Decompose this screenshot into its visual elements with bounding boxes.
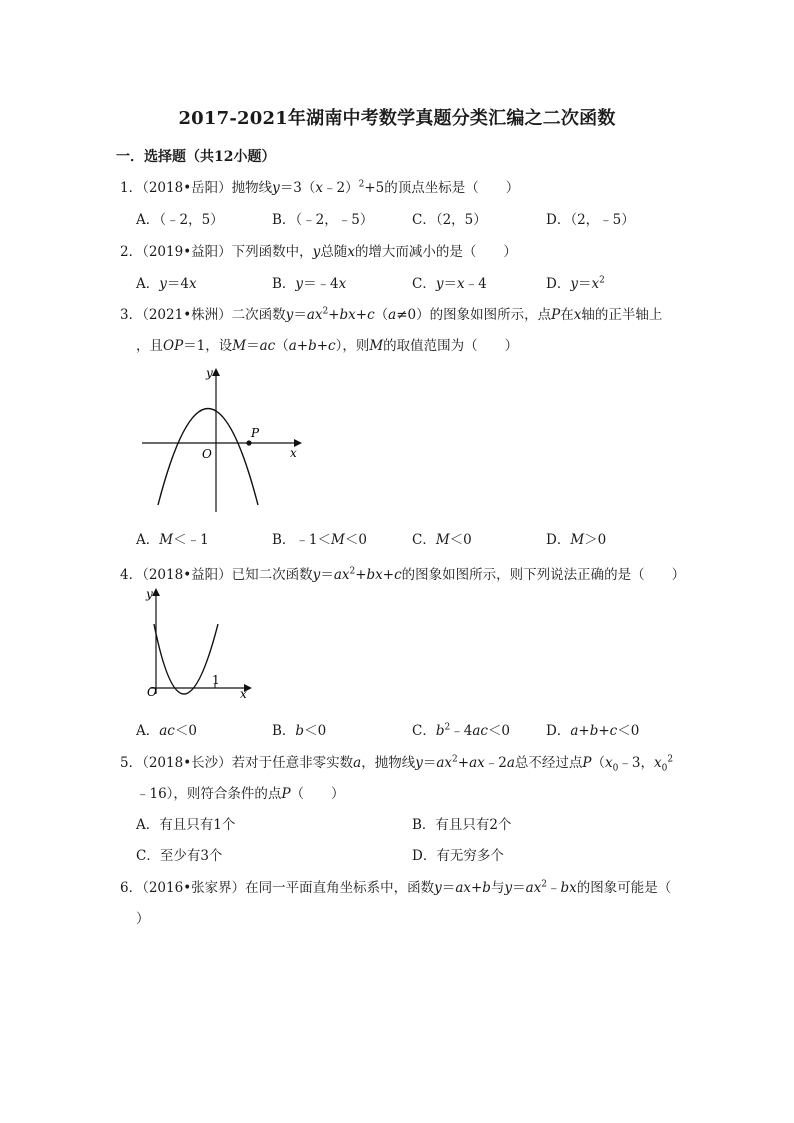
option-c: C．y＝x﹣4 <box>412 276 487 292</box>
tick-label-one: 1 <box>212 673 220 687</box>
option-c: C．（2，5） <box>412 212 487 228</box>
question-source: （2016•张家界） <box>142 880 246 896</box>
question-3: 3．（2021•株洲）二次函数$y=ax^2+bx+c(a\ne 0)$的图象如图所示，点P在x轴的正半轴上 <box>120 306 663 323</box>
option-a: A．ac＜0 <box>136 723 197 739</box>
axis-label-y: y <box>206 366 213 380</box>
y-axis-arrow <box>212 368 220 376</box>
q4-parabola-graph <box>136 584 256 710</box>
question-2: 2．（2019•益阳）下列函数中，y总随x的增大而减小的是（ ） <box>120 244 517 260</box>
option-b: B．（﹣2，﹣5） <box>272 212 374 228</box>
question-source: （2018•岳阳） <box>142 180 232 196</box>
option-c: C．至少有3个 <box>136 848 223 864</box>
question-6: 6．（2016•张家界）在同一平面直角坐标系中，函数y＝ax+b与$y=ax^2﹣bx$的图象可能是（ <box>120 879 672 896</box>
y-axis-arrow <box>152 588 160 596</box>
option-d: D．M＞0 <box>546 532 607 548</box>
point-p <box>246 440 251 445</box>
question-5: 5．（2018•长沙）若对于任意非零实数a，抛物线$y=ax^2+ax﹣2a$总不经过点$P(x_0﹣3$，$x_0^2$ <box>120 754 674 774</box>
question-number: 6． <box>120 880 143 896</box>
question-source: （2019•益阳） <box>142 244 232 260</box>
question-1: 1．（2018•岳阳）抛物线y＝3（x﹣2）$^2$+5的顶点坐标是（ ） <box>120 179 520 196</box>
question-number: 4． <box>120 567 143 583</box>
axis-label-x: x <box>240 687 247 701</box>
origin-label: O <box>202 447 212 461</box>
origin-label: O <box>147 685 157 699</box>
point-p-label: P <box>251 426 260 440</box>
option-a: A．M＜﹣1 <box>136 532 209 548</box>
question-6-continued: ） <box>136 911 150 927</box>
question-source: （2018•益阳） <box>142 567 232 583</box>
option-a: A．y＝4x <box>136 276 197 292</box>
option-c: C．M＜0 <box>412 532 472 548</box>
option-d: D．a+b+c＜0 <box>546 723 640 739</box>
option-d: D．（2，﹣5） <box>546 212 635 228</box>
axis-label-y: y <box>146 587 153 601</box>
option-a: A．（﹣2，5） <box>136 212 224 228</box>
question-4: 4．（2018•益阳）已知二次函数$y=ax^2+bx+c$的图象如图所示，则下列说法正确的是（ ） <box>120 566 686 583</box>
option-d: D．$y=x^2$ <box>546 275 605 292</box>
question-3-continued: ，且OP＝1，设M＝ac（a+b+c），则M的取值范围为（ ） <box>136 338 519 354</box>
question-number: 3． <box>120 307 143 323</box>
question-number: 1． <box>120 180 143 196</box>
option-b: B．﹣1＜M＜0 <box>272 532 367 548</box>
question-5-continued: ﹣16），则符合条件的点P（ ） <box>136 786 345 802</box>
option-c: C．$b^2﹣4ac<0$ <box>412 722 511 739</box>
parabola-curve <box>154 624 218 694</box>
question-number: 5． <box>120 755 143 771</box>
option-b: B．y＝﹣4x <box>272 276 347 292</box>
section-heading: 一．选择题（共12小题） <box>116 149 276 165</box>
axis-label-x: x <box>290 446 297 460</box>
question-source: （2018•长沙） <box>142 755 232 771</box>
option-b: B．b＜0 <box>272 723 327 739</box>
question-number: 2． <box>120 244 143 260</box>
page-title: 2017-2021年湖南中考数学真题分类汇编之二次函数 <box>178 108 616 129</box>
option-a: A．有且只有1个 <box>136 817 236 833</box>
q3-parabola-graph <box>136 362 316 518</box>
question-source: （2021•株洲） <box>142 307 232 323</box>
option-b: B．有且只有2个 <box>412 817 512 833</box>
option-d: D．有无穷多个 <box>412 848 504 864</box>
